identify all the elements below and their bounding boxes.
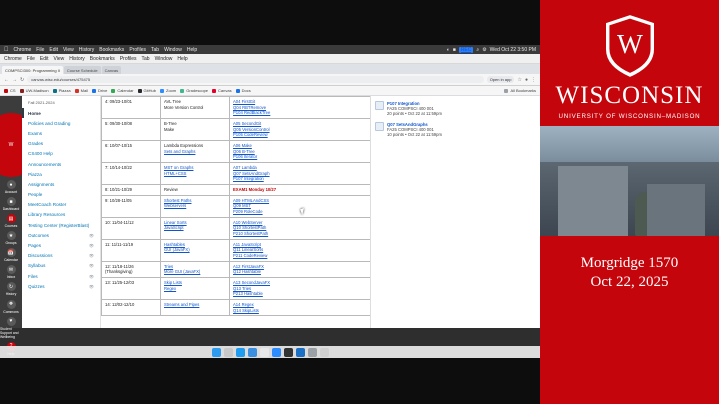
- bookmark-item-9[interactable]: Canvas: [212, 88, 232, 93]
- browser-tab-strip: [0, 64, 540, 74]
- cell-topic: Streams and Pipes: [161, 300, 230, 316]
- course-nav-meetcoach-roster[interactable]: MeetCoach Roster: [28, 202, 67, 208]
- course-nav-grades[interactable]: Grades: [28, 141, 44, 147]
- photo-building-left: [558, 166, 628, 236]
- dashboard-icon: ■: [7, 197, 16, 206]
- course-nav-testing-center[interactable]: Testing Center (RegisterBlast): [28, 222, 90, 228]
- course-term-label: Fall 2021-2024: [28, 100, 55, 105]
- sidebar-label-courses: Courses: [4, 224, 18, 229]
- quiz-link[interactable]: Q05 VersionControl: [233, 126, 270, 132]
- project-link[interactable]: P211 CodeReview: [233, 253, 268, 259]
- kebab-menu-icon[interactable]: ⋮: [531, 76, 536, 83]
- canvas-todo-panel: [370, 96, 540, 328]
- assignment-link[interactable]: A14 Regex: [233, 302, 254, 308]
- assignment-link[interactable]: A05 SecondGit: [233, 121, 262, 127]
- cell-week: 11: 11/11-11/19: [102, 239, 161, 261]
- sidebar-label-calendar: Calendar: [4, 258, 18, 263]
- cell-topic: MST on Graphs HTML+CSS: [161, 163, 230, 185]
- hidden-eye-icon: 👁: [88, 263, 94, 269]
- quiz-link[interactable]: Q06 B-Tree: [233, 148, 255, 154]
- app-menu-view[interactable]: View: [53, 55, 65, 62]
- assignment-link[interactable]: A10 WebServer: [233, 219, 263, 225]
- course-nav-piazza[interactable]: Piazza: [28, 171, 42, 177]
- bookmark-item-7[interactable]: Zoom: [160, 88, 176, 93]
- reload-icon[interactable]: ↻: [20, 76, 25, 83]
- sidebar-item-account[interactable]: [0, 180, 22, 194]
- sidebar-label-inbox: Inbox: [6, 275, 16, 280]
- assignment-link[interactable]: A09 HTMLAndCSS: [233, 197, 270, 203]
- todo-title[interactable]: P107 Integration: [387, 101, 420, 106]
- bookmark-item-6[interactable]: GitHub: [138, 88, 156, 93]
- profile-avatar[interactable]: ●: [524, 76, 528, 83]
- photo-building-right: [647, 184, 705, 236]
- app-menu-help[interactable]: Help: [177, 55, 188, 62]
- todo-course: FA25 COMPSCI 400 001: [387, 106, 434, 111]
- hidden-eye-icon: 👁: [88, 232, 94, 238]
- location-date: Oct 22, 2025: [590, 273, 669, 290]
- account-icon: ●: [7, 180, 16, 189]
- cell-week: 4: 09/23-10/01: [102, 97, 161, 119]
- bookmark-item-4[interactable]: Drive: [92, 88, 107, 93]
- cell-topic: Linear Sorts JavaScript: [161, 217, 230, 239]
- project-link[interactable]: P213 Hashtable: [233, 291, 263, 297]
- app-menu-tab[interactable]: Tab: [141, 55, 150, 62]
- cell-topic: Review: [161, 185, 230, 196]
- sidebar-item-calendar[interactable]: [0, 248, 22, 262]
- photo-sky: [540, 126, 719, 162]
- menu-item-tab[interactable]: Tab: [146, 46, 155, 53]
- zoom-icon[interactable]: [272, 348, 281, 357]
- project-link[interactable]: P210 ShortestPath: [233, 231, 269, 237]
- cell-week: 8: 10/21-10/29: [102, 185, 161, 196]
- sidebar-item-commons[interactable]: [0, 300, 22, 314]
- project-link[interactable]: P104 RedBlackTree: [233, 110, 271, 116]
- menu-item-chrome[interactable]: Chrome: [9, 46, 27, 53]
- assignment-link[interactable]: A12 FirstJavaFX: [233, 263, 264, 269]
- menu-item-bookmarks[interactable]: Bookmarks: [94, 46, 120, 53]
- location-room: Morgridge 1570: [580, 255, 679, 271]
- bookmark-item-10[interactable]: Docs: [236, 88, 251, 93]
- open-in-app-button[interactable]: Open in app: [487, 76, 515, 83]
- course-nav-home[interactable]: Home: [22, 108, 100, 118]
- finder-icon[interactable]: [212, 348, 221, 357]
- cell-topic: AVL Tree More Version Control: [161, 97, 230, 119]
- sidebar-item-inbox[interactable]: [0, 265, 22, 279]
- trash-icon[interactable]: [320, 348, 329, 357]
- wisconsin-wordmark: WISCONSIN: [555, 82, 704, 109]
- menu-item-edit[interactable]: Edit: [44, 46, 54, 53]
- university-subwordmark: UNIVERSITY OF WISCONSIN–MADISON: [558, 113, 701, 120]
- course-nav-pages[interactable]: Pages 👁: [28, 243, 94, 249]
- cell-week: 6: 10/07-10/15: [102, 141, 161, 163]
- apple-icon[interactable]: [4, 47, 9, 53]
- location-block: [581, 254, 679, 292]
- safari-icon[interactable]: [236, 348, 245, 357]
- quiz-link[interactable]: Q14 SkipLists: [233, 307, 259, 313]
- battery-icon[interactable]: ■: [452, 46, 456, 53]
- cell-topic: B-Tree Make: [161, 119, 230, 141]
- course-nav-announcements[interactable]: Announcements: [28, 161, 62, 167]
- browser-tab-2[interactable]: Course Schedule: [64, 66, 101, 74]
- course-nav-discussions[interactable]: Discussions 👁: [28, 253, 94, 259]
- terminal-icon[interactable]: [284, 348, 293, 357]
- sidebar-label-groups: Groups: [5, 241, 17, 246]
- app-menu-window[interactable]: Window: [154, 55, 173, 62]
- project-link[interactable]: P106 Iterator: [233, 154, 258, 160]
- cell-topic: Tries More GUI (JavaFX): [161, 261, 230, 277]
- quiz-link[interactable]: Q11 LinearSorts: [233, 247, 264, 253]
- menu-item-help[interactable]: Help: [182, 46, 193, 53]
- commons-icon: ❖: [7, 300, 16, 309]
- uw-crest-icon: [601, 14, 659, 78]
- settings-icon[interactable]: [308, 348, 317, 357]
- menu-item-window[interactable]: Window: [159, 46, 178, 53]
- course-nav-exams[interactable]: Exams: [28, 130, 43, 136]
- launchpad-icon[interactable]: [224, 348, 233, 357]
- bookmarks-bar: [0, 86, 540, 96]
- bookmark-item-5[interactable]: Calendar: [111, 88, 133, 93]
- cell-topic: Hashtables GUI (JavaFX): [161, 239, 230, 261]
- cell-topic: Skip Lists Regex: [161, 278, 230, 300]
- all-bookmarks-button[interactable]: All Bookmarks: [504, 88, 536, 93]
- app-menu-bookmarks[interactable]: Bookmarks: [89, 55, 115, 62]
- todo-course: FA25 COMPSCI 400 001: [387, 127, 434, 132]
- screen-recording-badge[interactable]: REC: [460, 46, 472, 53]
- mac-dock: [0, 346, 540, 358]
- mail-icon[interactable]: [248, 348, 257, 357]
- browser-tab-active[interactable]: COMPSCI300: Programming II: [2, 66, 63, 74]
- bookmark-star-icon[interactable]: ☆: [517, 76, 522, 83]
- uw-crest-icon: W: [0, 113, 40, 177]
- sidebar-item-history[interactable]: [0, 282, 22, 296]
- todo-points-due: 10 points • Oct 22 at 11:59pm: [387, 132, 442, 137]
- app-menu-chrome[interactable]: Chrome: [4, 55, 22, 62]
- quiz-link[interactable]: Q09 MST: [233, 203, 251, 209]
- app-menu-profiles[interactable]: Profiles: [119, 55, 137, 62]
- stage-bottom-letterbox: [0, 358, 540, 404]
- wellbeing-icon: ♥: [7, 317, 16, 326]
- bookmark-item-1[interactable]: UW-Madison: [20, 88, 49, 93]
- assignment-link[interactable]: A07 Lambda: [233, 165, 257, 171]
- forward-icon[interactable]: →: [12, 76, 17, 83]
- groups-icon: ★: [7, 231, 16, 240]
- hidden-eye-icon: 👁: [88, 243, 94, 249]
- cell-week: 9: 10/28-11/05: [102, 195, 161, 217]
- menu-bar-clock: Wed Oct 22 3:50 PM: [489, 46, 536, 53]
- assignment-link[interactable]: A04 FirstGit: [233, 99, 256, 104]
- chrome-app-menu: [0, 54, 540, 64]
- app-menu-edit[interactable]: Edit: [39, 55, 49, 62]
- assignment-link[interactable]: A06 Make: [233, 143, 252, 149]
- menu-item-file[interactable]: File: [31, 46, 40, 53]
- shared-mac-screen: [0, 45, 540, 358]
- history-icon: ↻: [7, 282, 16, 291]
- project-link[interactable]: P105 CodeReview: [233, 132, 268, 138]
- assignment-icon: [375, 101, 384, 110]
- cell-topic: Lambda Expressions Sets and Graphs: [161, 141, 230, 163]
- course-nav-syllabus[interactable]: Syllabus 👁: [28, 263, 94, 269]
- campus-photo: [540, 126, 719, 236]
- sidebar-label-commons: Commons: [3, 309, 19, 314]
- quiz-link[interactable]: Q13 Tries: [233, 285, 252, 291]
- cell-week: 7: 10/14-10/22: [102, 163, 161, 185]
- cell-topic: Shortest Paths Webservers: [161, 195, 230, 217]
- course-nav-files[interactable]: Files 👁: [28, 273, 94, 279]
- quiz-link[interactable]: Q12 Hashtable: [233, 269, 261, 275]
- course-nav-people[interactable]: People: [28, 192, 43, 198]
- control-center-icon[interactable]: ⚙: [482, 46, 487, 53]
- calendar-icon: 📅: [7, 249, 15, 256]
- sidebar-label-wellbeing: Student Support and Wellbeing: [0, 326, 19, 339]
- sidebar-item-dashboard[interactable]: [0, 197, 22, 211]
- quiz-link[interactable]: Q07 SetsAndGraph: [233, 170, 270, 176]
- assignment-link[interactable]: A11 JavaScript: [233, 241, 261, 247]
- cell-week: 5: 09/30-10/08: [102, 119, 161, 141]
- menu-item-view[interactable]: View: [58, 46, 70, 53]
- todo-points-due: 20 points • Oct 22 at 11:59pm: [387, 111, 442, 116]
- cell-week: 14: 12/02-12/10: [102, 300, 161, 316]
- quiz-icon: [375, 122, 384, 131]
- course-nav-cs400-help[interactable]: CS400 Help: [28, 151, 53, 157]
- app-menu-history[interactable]: History: [69, 55, 85, 62]
- browser-tab-3[interactable]: Canvas: [102, 66, 122, 74]
- cell-week: 12: 11/18-11/26 (Thanksgiving): [102, 261, 161, 277]
- menu-item-history[interactable]: History: [74, 46, 90, 53]
- course-nav-assignments[interactable]: Assignments: [28, 181, 55, 187]
- sidebar-label-dashboard: Dashboard: [2, 207, 20, 212]
- mac-menu-bar: [0, 45, 540, 54]
- uw-branding-panel: [540, 0, 719, 404]
- course-nav-quizzes[interactable]: Quizzes 👁: [28, 283, 94, 289]
- bookmark-item-3[interactable]: Mail: [75, 88, 88, 93]
- sidebar-item-groups[interactable]: [0, 231, 22, 245]
- canvas-page: [0, 96, 540, 339]
- todo-title[interactable]: Q07 SetsAndGraphs: [387, 122, 428, 127]
- quiz-link[interactable]: Q10 ShortestPath: [233, 225, 267, 231]
- sidebar-item-courses[interactable]: [0, 214, 22, 228]
- exam-badge[interactable]: EXAM1 Monday 10/27: [233, 187, 277, 193]
- menu-item-profiles[interactable]: Profiles: [124, 46, 142, 53]
- stage-top-letterbox: [0, 0, 540, 45]
- vscode-icon[interactable]: [296, 348, 305, 357]
- bookmark-item-2[interactable]: Piazza: [53, 88, 71, 93]
- course-nav-library-resources[interactable]: Library Resources: [28, 212, 66, 218]
- hidden-eye-icon: 👁: [88, 283, 94, 289]
- app-menu-file[interactable]: File: [26, 55, 35, 62]
- course-navigation: [22, 96, 101, 328]
- courses-icon: ▤: [7, 214, 16, 223]
- course-nav-policies[interactable]: Policies and Grading: [28, 120, 71, 126]
- browser-toolbar: [0, 74, 540, 86]
- hidden-eye-icon: 👁: [88, 253, 94, 259]
- sidebar-item-crest[interactable]: [0, 99, 22, 177]
- address-bar[interactable]: [27, 76, 483, 83]
- bookmark-item-8[interactable]: Gradescope: [180, 88, 208, 93]
- cell-week: 13: 11/25-12/03: [102, 278, 161, 300]
- cell-week: 10: 11/04-11/12: [102, 217, 161, 239]
- canvas-global-nav: [0, 96, 22, 339]
- bookmark-item-0[interactable]: CS: [4, 88, 16, 93]
- back-icon[interactable]: ←: [4, 76, 9, 83]
- quiz-link[interactable]: Q04 RBTRemove: [233, 104, 267, 110]
- course-nav-outcomes[interactable]: Outcomes 👁: [28, 232, 94, 238]
- todo-item[interactable]: [375, 122, 536, 137]
- todo-item[interactable]: [375, 101, 536, 116]
- address-bar-text: canvas.wisc.edu/courses/475475: [31, 77, 91, 82]
- chrome-icon[interactable]: [260, 348, 269, 357]
- hidden-eye-icon: 👁: [88, 273, 94, 279]
- svg-text:W: W: [616, 28, 643, 59]
- project-link[interactable]: P209 RoleCode: [233, 209, 263, 215]
- project-link[interactable]: P107 Integration: [233, 176, 264, 182]
- sidebar-label-account: Account: [4, 190, 18, 194]
- sidebar-label-history: History: [5, 292, 17, 297]
- inbox-icon: ✉: [7, 265, 16, 274]
- search-icon[interactable]: ⌕: [476, 46, 480, 53]
- assignment-link[interactable]: A13 SecondJavaFX: [233, 280, 271, 286]
- wifi-icon[interactable]: ◐: [446, 46, 450, 53]
- sidebar-item-wellbeing[interactable]: [0, 317, 22, 339]
